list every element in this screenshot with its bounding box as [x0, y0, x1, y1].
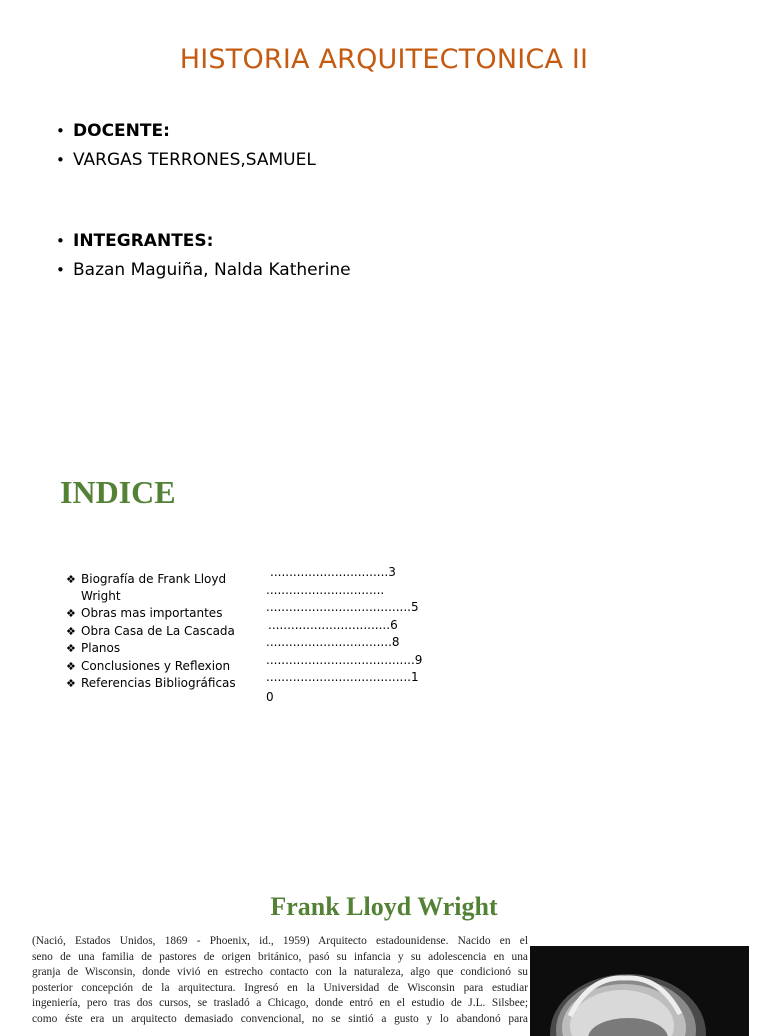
toc-item-label: Conclusiones y Reflexion	[81, 658, 231, 673]
docente-name: VARGAS TERRONES,SAMUEL	[73, 150, 316, 170]
toc-item	[66, 617, 398, 642]
toc-item	[66, 689, 274, 708]
diamond-bullet-icon: ❖	[66, 677, 76, 690]
toc-item	[66, 583, 385, 606]
title-slide	[0, 0, 768, 440]
index-slide	[0, 440, 768, 860]
toc-item-leader: .......................................9	[266, 652, 423, 667]
table-of-contents	[66, 565, 423, 708]
toc-item-label: Wright	[81, 589, 121, 603]
toc-item-leader: 0	[266, 689, 274, 704]
bullet-icon: •	[56, 151, 65, 169]
toc-item-label: Biografía de Frank Lloyd	[81, 572, 227, 586]
integrantes-section	[56, 227, 351, 285]
bullet-icon: •	[56, 261, 65, 279]
biography-slide	[0, 860, 768, 1024]
biography-line: posterior concepción de la arquitectura. Ingresó en la Universidad de Wisconsin para estudiar	[32, 981, 528, 994]
toc-item-leader: ...............................3	[270, 565, 396, 579]
toc-item-label: Obra Casa de La Cascada	[81, 623, 235, 638]
toc-item-label: Referencias Bibliográficas	[81, 676, 236, 690]
diamond-bullet-icon: ❖	[66, 642, 76, 655]
course-title: HISTORIA ARQUITECTONICA II	[179, 44, 589, 75]
integrantes-label: INTEGRANTES:	[73, 231, 214, 251]
diamond-bullet-icon: ❖	[66, 659, 76, 673]
docente-section	[56, 117, 316, 175]
biography-title: Frank Lloyd Wright	[270, 892, 498, 921]
integrante-name: Bazan Maguiña, Nalda Katherine	[73, 260, 351, 280]
portrait-photo	[530, 946, 749, 1036]
toc-item	[66, 565, 396, 589]
integrantes-label-row	[56, 227, 351, 256]
biography-line: seno de una familia de pastores de origen británico, pasó su infancia y su adolescencia en una	[32, 950, 528, 963]
toc-item-leader: ......................................5	[266, 600, 419, 614]
toc-item	[66, 652, 423, 677]
docente-label-row	[56, 117, 316, 146]
biography-line: como éste era un arquitecto demasiado convencional, no se sintió a gusto y lo abandonó para	[32, 1012, 528, 1025]
diamond-bullet-icon: ❖	[66, 573, 76, 586]
index-title: INDICE	[60, 474, 176, 510]
bullet-icon: •	[56, 232, 65, 250]
toc-item-leader: .................................8	[266, 635, 400, 649]
toc-item	[66, 635, 400, 659]
toc-item	[66, 600, 419, 624]
integrante-name-row	[56, 256, 351, 285]
biography-text	[32, 934, 528, 1028]
biography-line: ingeniería, pero tras dos cursos, se trasladó a Chicago, donde entró en el estudio de J.L. Silsbee;	[32, 997, 528, 1010]
toc-item-leader: ................................6	[268, 617, 398, 632]
toc-item-label: Planos	[81, 641, 121, 655]
diamond-bullet-icon: ❖	[66, 607, 76, 620]
portrait-image	[530, 946, 749, 1036]
toc-item-leader: ......................................1	[266, 670, 419, 684]
docente-label: DOCENTE:	[73, 121, 170, 141]
diamond-bullet-icon: ❖	[66, 624, 76, 638]
docente-name-row	[56, 146, 316, 175]
biography-line: (Nació, Estados Unidos, 1869 - Phoenix, id., 1959) Arquitecto estadounidense. Nacido en el	[32, 935, 528, 947]
bullet-icon: •	[56, 122, 65, 140]
biography-line: granja de Wisconsin, donde vivió en estrecho contacto con la naturaleza, algo que condicionó su	[32, 966, 528, 979]
toc-item-label: Obras mas importantes	[81, 606, 223, 620]
toc-item	[66, 670, 419, 694]
toc-item-leader: ...............................	[266, 583, 385, 597]
